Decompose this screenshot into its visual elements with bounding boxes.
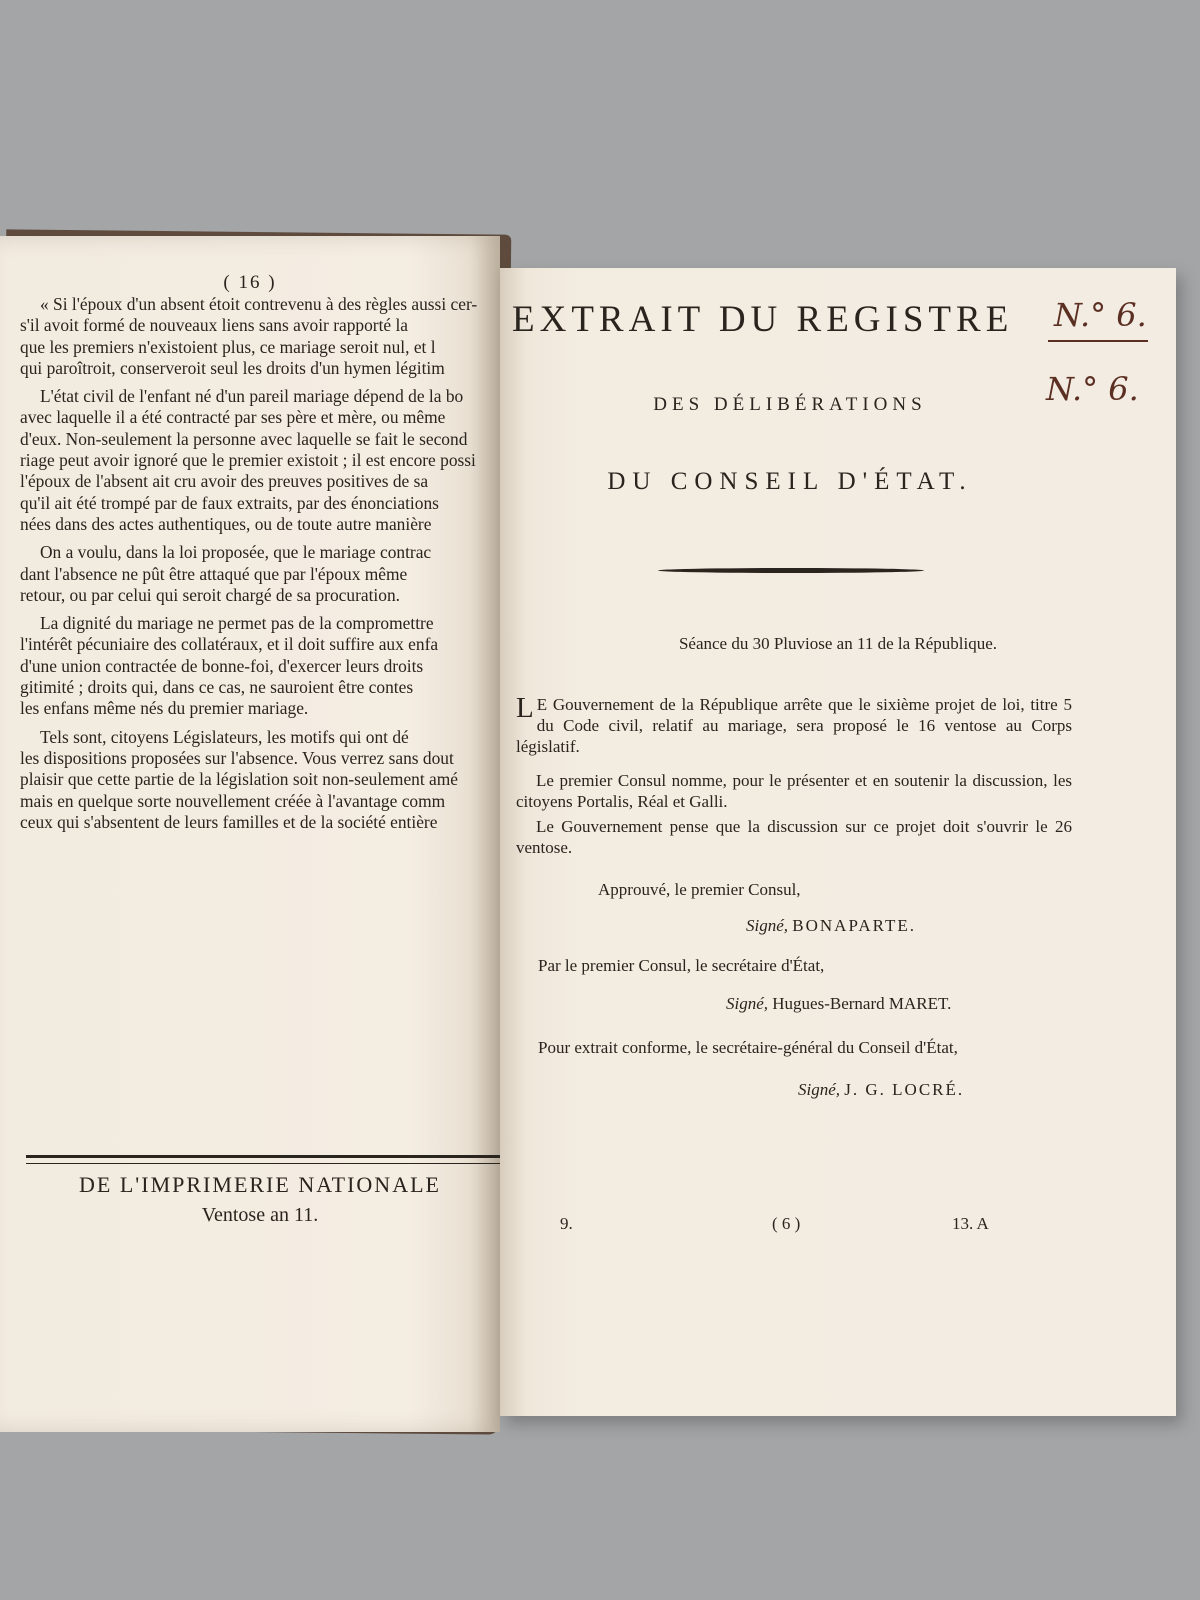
- paragraph-gap: [20, 606, 500, 613]
- imprint-rule: [26, 1155, 500, 1164]
- subtitle-conseil: DU CONSEIL D'ÉTAT.: [607, 468, 973, 495]
- text-line: gitimité ; droits qui, dans ce cas, ne sauroient être contes: [20, 677, 414, 698]
- text-line: l'intérêt pécuniaire des collatéraux, et il doit suffire aux enfa: [20, 634, 439, 655]
- signatory-name: Hugues-Bernard MARET.: [772, 994, 952, 1013]
- paragraph-arrete: [516, 694, 1072, 757]
- paragraph-gap: [20, 379, 500, 386]
- text-line: « Si l'époux d'un absent étoit contrevenu à des règles aussi cer-: [40, 294, 478, 314]
- text-line: On a voulu, dans la loi proposée, que le mariage contrac: [40, 542, 432, 563]
- text-line: dant l'absence ne pût être attaqué que par l'époux même: [20, 563, 408, 584]
- paragraph-gap: [20, 535, 500, 542]
- text-line: La dignité du mariage ne permet pas de la compromettre: [40, 613, 434, 634]
- text-line: les dispositions proposées sur l'absence. Vous verrez sans dout: [20, 747, 454, 768]
- signe-label: Signé,: [746, 916, 789, 935]
- text-line: Tels sont, citoyens Législateurs, les motifs qui ont dé: [40, 726, 409, 747]
- paragraph-nomination: Le premier Consul nomme, pour le présenter et en soutenir la discussion, les citoyens Portalis, Réal et Galli.: [516, 771, 1072, 811]
- extract-line: Pour extrait conforme, le secrétaire-général du Conseil d'État,: [538, 1038, 958, 1057]
- left-page: [0, 236, 500, 1432]
- text-line: nées dans des actes authentiques, ou de toute autre manière: [20, 513, 432, 534]
- paragraph-arrete-text: E Gouvernement de la République arrête que le sixième projet de loi, titre 5 du Code civil, relatif au mariage, sera proposé le 16 ventose au Corps législatif.: [516, 695, 1072, 756]
- text-line: plaisir que cette partie de la législation soit non-seulement amé: [20, 769, 459, 790]
- document-title: EXTRAIT DU REGISTRE: [512, 299, 1014, 340]
- footer-page-number: ( 6 ): [772, 1214, 801, 1233]
- seance-line: Séance du 30 Pluviose an 11 de la République.: [678, 634, 998, 653]
- imprint-date: Ventose an 11.: [201, 1204, 319, 1226]
- page-number: ( 16 ): [223, 272, 277, 293]
- handwritten-number-1: N.° 6.: [1054, 296, 1147, 334]
- paragraph-gap: [20, 720, 500, 727]
- paragraph-discussion: Le Gouvernement pense que la discussion sur ce projet doit s'ouvrir le 26 ventose.: [516, 817, 1072, 857]
- approval-line: Approuvé, le premier Consul,: [598, 880, 801, 899]
- text-line: les enfans même nés du premier mariage.: [20, 698, 309, 719]
- text-line: qui paroîtroit, conserveroit seul les droits d'un hymen légitim: [20, 357, 445, 378]
- text-line: avec laquelle il a été contracté par ses père et mère, ou même: [20, 407, 446, 428]
- text-line: riage peut avoir ignoré que le premier existoit ; il est encore possi: [20, 450, 476, 471]
- signe-label: Signé,: [798, 1080, 841, 1099]
- text-line: L'état civil de l'enfant né d'un pareil mariage dépend de la bo: [40, 386, 464, 407]
- imprint-block: [0, 1170, 500, 1230]
- drop-cap: L: [516, 692, 534, 724]
- signature-maret: [726, 994, 951, 1014]
- secretary-line: Par le premier Consul, le secrétaire d'État,: [538, 956, 825, 975]
- footer-signature-mark: 9.: [560, 1214, 573, 1233]
- bleed-through-text: [60, 876, 480, 1076]
- signatory-name: BONAPARTE.: [792, 916, 916, 935]
- text-line: mais en quelque sorte nouvellement créée à l'avantage comm: [20, 790, 446, 811]
- text-line: qu'il ait été trompé par de faux extraits, par des énonciations: [20, 492, 439, 513]
- title-rule: [658, 568, 924, 573]
- footer-gathering-mark: 13. A: [952, 1214, 989, 1233]
- handwritten-underline: [1048, 340, 1148, 342]
- signature-bonaparte: [746, 916, 916, 936]
- text-line: que les premiers n'existoient plus, ce mariage seroit nul, et l: [20, 336, 436, 357]
- text-line: l'époux de l'absent ait cru avoir des preuves positives de sa: [20, 471, 429, 492]
- imprint-text: DE L'IMPRIMERIE NATIONALE: [79, 1172, 441, 1197]
- text-line: s'il avoit formé de nouveaux liens sans avoir rapporté la: [20, 315, 409, 336]
- right-page: [500, 268, 1176, 1416]
- signatory-name: J. G. LOCRÉ.: [844, 1080, 965, 1099]
- left-page-body: [20, 294, 500, 833]
- text-line: retour, ou par celui qui seroit chargé de sa procuration.: [20, 584, 400, 605]
- subtitle-deliberations: DES DÉLIBÉRATIONS: [653, 394, 927, 415]
- signature-locre: [798, 1080, 964, 1100]
- text-line: d'une union contractée de bonne-foi, d'exercer leurs droits: [20, 655, 424, 676]
- signe-label: Signé,: [726, 994, 769, 1013]
- text-line: d'eux. Non-seulement la personne avec laquelle se fait le second: [20, 428, 468, 449]
- text-line: ceux qui s'absentent de leurs familles et de la société entière: [20, 811, 438, 832]
- handwritten-number-2: N.° 6.: [1046, 370, 1139, 408]
